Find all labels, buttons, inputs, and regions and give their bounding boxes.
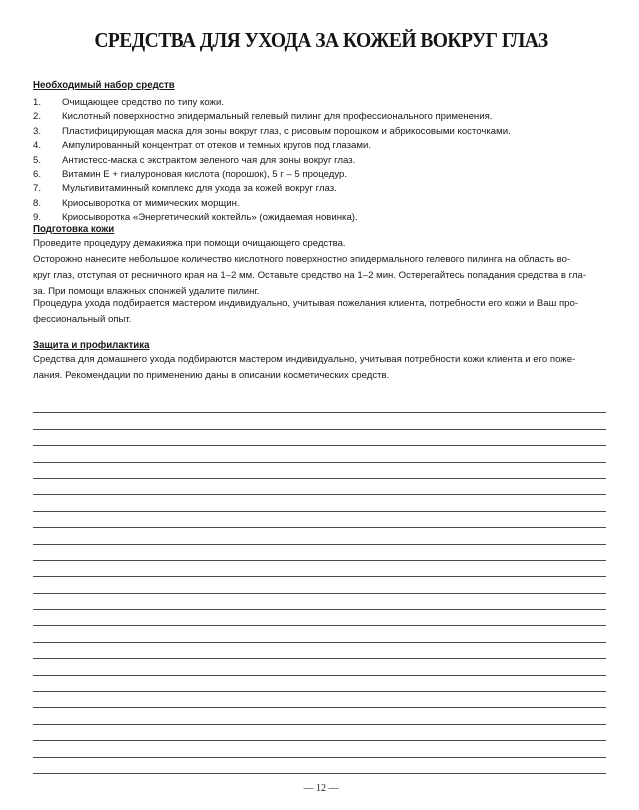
note-line[interactable] xyxy=(33,413,606,429)
note-line[interactable] xyxy=(33,741,606,757)
prep-note xyxy=(33,296,607,328)
text-line: лания. Рекомендации по применению даны в описании косметических средств. xyxy=(33,370,390,381)
note-line[interactable] xyxy=(33,545,606,561)
page-title: СРЕДСТВА ДЛЯ УХОДА ЗА КОЖЕЙ ВОКРУГ ГЛАЗ xyxy=(94,28,548,52)
note-line[interactable] xyxy=(33,643,606,659)
care-paragraph xyxy=(33,352,607,384)
note-line[interactable] xyxy=(33,594,606,610)
text-line: Средства для домашнего ухода подбираются мастером индивидуально, учитывая потребности кожи клиента и его поже- xyxy=(33,354,576,365)
note-line[interactable] xyxy=(33,725,606,741)
list-item xyxy=(33,168,609,182)
note-line[interactable] xyxy=(33,528,606,544)
item-text: Витамин Е + гиалуроновая кислота (порошок), 5 г – 5 процедур. xyxy=(62,168,348,180)
note-line[interactable] xyxy=(33,610,606,626)
note-line[interactable] xyxy=(33,708,606,724)
text-line: круг глаз, отступая от ресничного края на 1–2 мм. Оставьте средство на 1–2 мин. Остерегайтесь попадания средства в гла- xyxy=(33,270,587,281)
note-line[interactable] xyxy=(33,495,606,511)
note-line[interactable] xyxy=(33,692,606,708)
note-line[interactable] xyxy=(33,561,606,577)
item-text: Очищающее средство по типу кожи. xyxy=(62,97,224,108)
item-number: 3. xyxy=(33,125,42,137)
prep-paragraph xyxy=(33,236,607,300)
text-line: Процедура ухода подбирается мастером индивидуально, учитывая пожелания клиента, потребности его кожи и Ваш про- xyxy=(33,298,579,309)
item-number: 8. xyxy=(33,197,42,209)
item-text: Мультивитаминный комплекс для ухода за кожей вокруг глаз. xyxy=(62,183,337,195)
note-line[interactable] xyxy=(33,512,606,528)
note-line[interactable] xyxy=(33,479,606,495)
note-line[interactable] xyxy=(33,430,606,446)
item-number: 6. xyxy=(33,168,42,180)
note-line[interactable] xyxy=(33,758,606,774)
item-text: Криосыворотка «Энергетический коктейль» (ожидаемая новинка). xyxy=(62,212,358,224)
note-line[interactable] xyxy=(33,626,606,642)
item-text: Криосыворотка от мимических морщин. xyxy=(62,197,240,209)
item-text: Ампулированный концентрат от отеков и темных кругов под глазами. xyxy=(62,140,372,152)
item-number: 2. xyxy=(33,111,42,123)
kit-heading: Необходимый набор средств xyxy=(33,80,175,91)
list-item xyxy=(33,211,609,225)
note-line[interactable] xyxy=(33,397,606,413)
text-line: Осторожно нанесите небольшое количество кислотного поверхностно эпидермального гелевого пилинга на область во- xyxy=(33,254,571,265)
list-item xyxy=(33,182,609,196)
kit-list xyxy=(33,96,609,226)
page-number: — 12 — xyxy=(303,783,339,794)
list-item xyxy=(33,110,609,124)
list-item xyxy=(33,139,609,153)
item-number: 5. xyxy=(33,154,42,166)
note-line[interactable] xyxy=(33,463,606,479)
list-item xyxy=(33,125,609,139)
text-line: фессиональный опыт. xyxy=(33,314,132,325)
item-text: Кислотный поверхностно эпидермальный гелевый пилинг для профессионального применения. xyxy=(62,111,493,123)
item-number: 9. xyxy=(33,212,42,224)
item-text: Антистесс-маска с экстрактом зеленого чая для зоны вокруг глаз. xyxy=(62,154,356,166)
list-item xyxy=(33,96,609,110)
note-line[interactable] xyxy=(33,659,606,675)
item-text: Пластифицирующая маска для зоны вокруг глаз, с рисовым порошком и абрикосовыми косточками. xyxy=(62,125,511,137)
list-item xyxy=(33,197,609,211)
item-number: 1. xyxy=(33,97,42,108)
item-number: 7. xyxy=(33,183,42,195)
note-line[interactable] xyxy=(33,446,606,462)
list-item xyxy=(33,154,609,168)
prep-heading: Подготовка кожи xyxy=(33,224,115,235)
notes-lines xyxy=(33,397,606,774)
care-heading: Защита и профилактика xyxy=(33,340,150,351)
note-line[interactable] xyxy=(33,676,606,692)
item-number: 4. xyxy=(33,140,42,152)
text-line: за. При помощи влажных спонжей удалите пилинг. xyxy=(33,286,260,297)
note-line[interactable] xyxy=(33,577,606,593)
text-line: Проведите процедуру демакияжа при помощи очищающего средства. xyxy=(33,238,346,249)
